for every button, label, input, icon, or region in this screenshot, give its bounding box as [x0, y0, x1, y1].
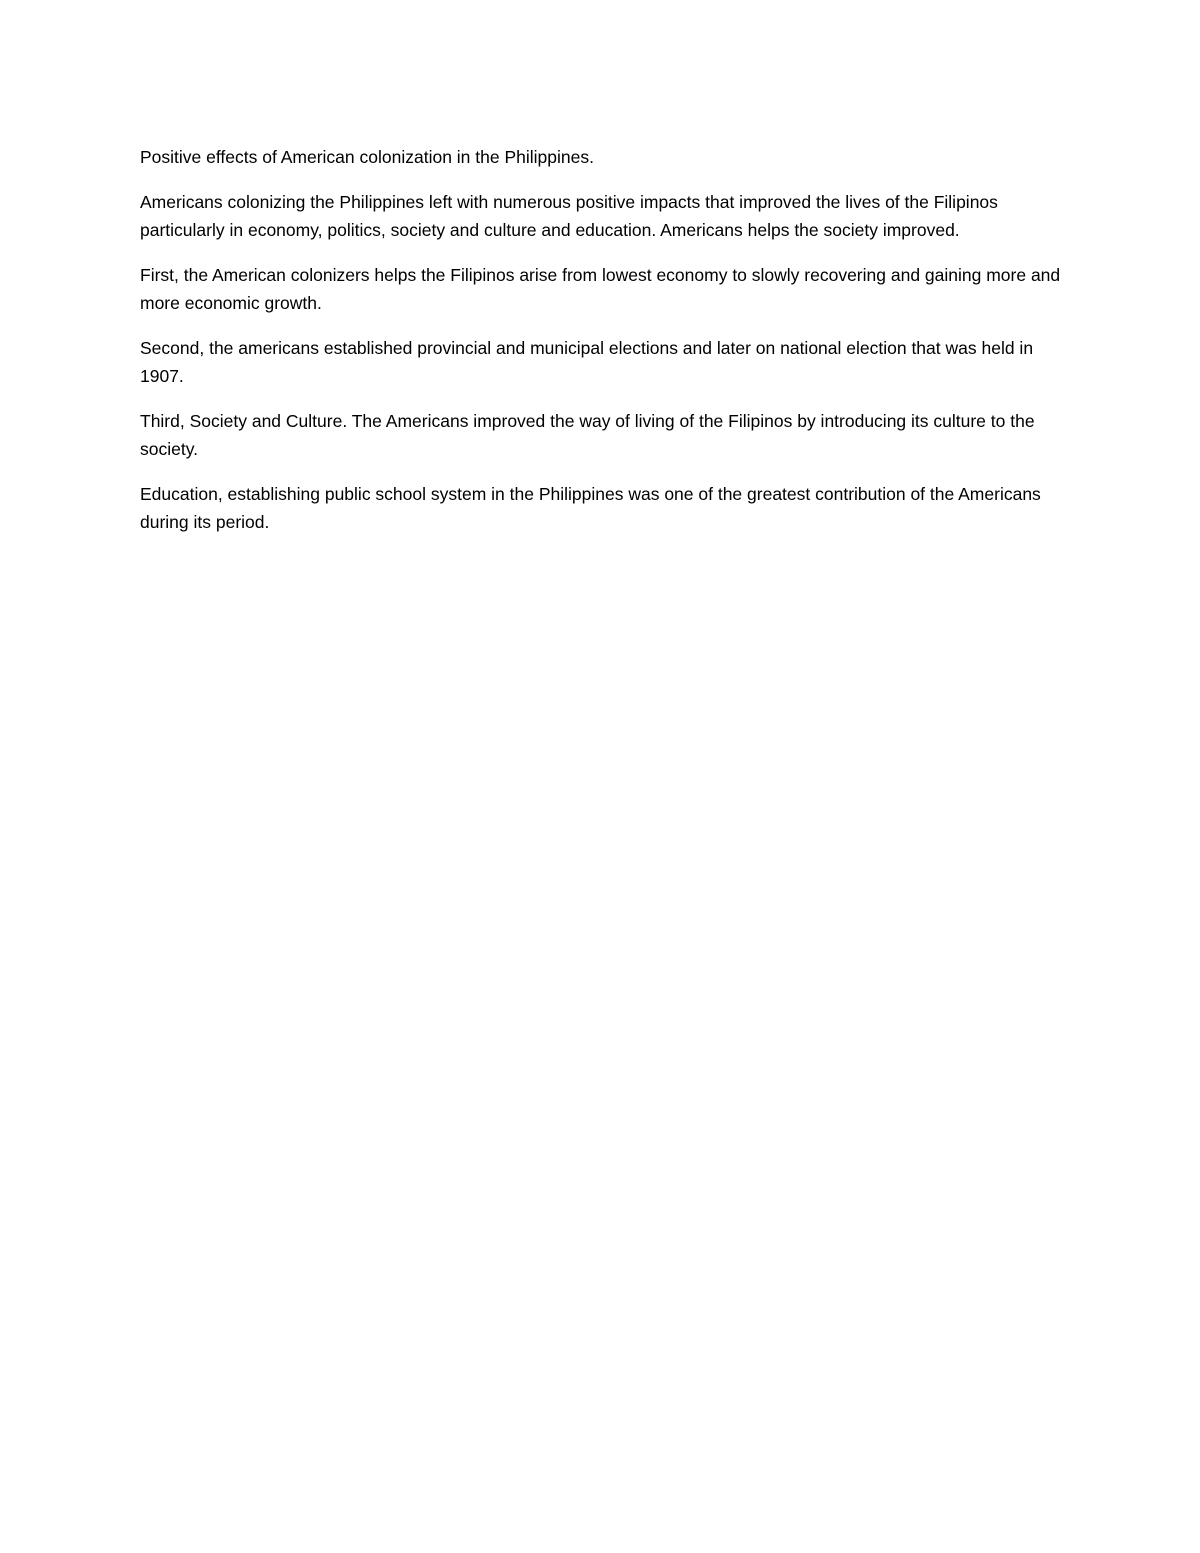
- paragraph-politics: Second, the americans established provincial and municipal elections and later on national election that was held in 1907.: [140, 338, 1034, 386]
- paragraph-education: Education, establishing public school system in the Philippines was one of the greatest contribution of the Americans during its period.: [140, 484, 1041, 532]
- paragraph-economy: First, the American colonizers helps the Filipinos arise from lowest economy to slowly recovering and gaining more and more economic growth.: [140, 265, 1061, 313]
- paragraph-society-culture: Third, Society and Culture. The Americans improved the way of living of the Filipinos by introducing its culture to the society.: [140, 411, 1035, 459]
- document-title: Positive effects of American colonization in the Philippines.: [140, 147, 594, 167]
- paragraph-intro: Americans colonizing the Philippines left with numerous positive impacts that improved the lives of the Filipinos particularly in economy, politics, society and culture and education. Americans helps the society improved.: [140, 192, 998, 240]
- document-body: [140, 143, 1065, 553]
